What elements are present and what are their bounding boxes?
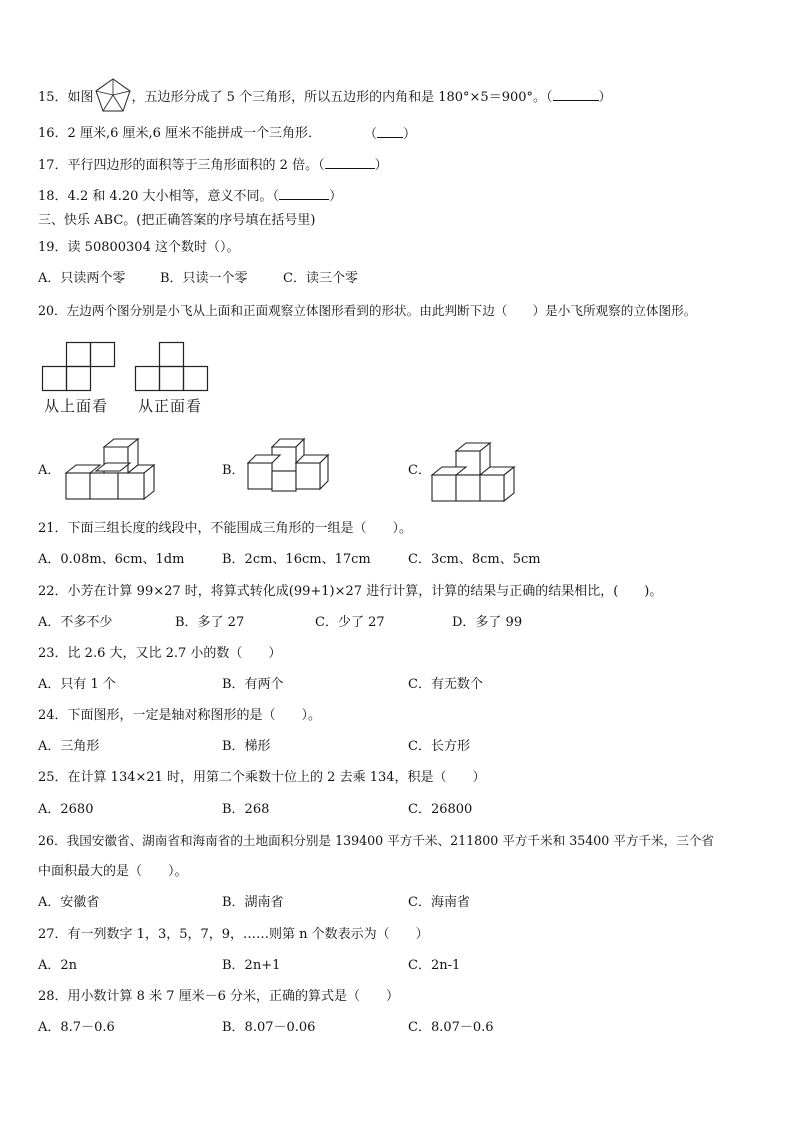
question-22: 22．小芳在计算 99×27 时，将算式转化成(99+1)×27 进行计算，计算的结果与正确的结果相比，( )。: [38, 584, 663, 599]
q27-option-c[interactable]: C．2n-1: [408, 958, 461, 973]
q28-option-c[interactable]: C．8.07－0.6: [408, 1020, 494, 1035]
q27-option-a[interactable]: A．2n: [38, 958, 78, 973]
question-27: 27．有一列数字 1，3，5，7，9，……则第 n 个数表示为（ ）: [38, 927, 429, 942]
q23-option-a[interactable]: A．只有 1 个: [38, 677, 116, 692]
q16-text: 16．2 厘米,6 厘米,6 厘米不能拼成一个三角形．: [38, 126, 322, 141]
question-26-line-1: 26．我国安徽省、湖南省和海南省的土地面积分别是 139400 平方千米、211800 平方千米和 35400 平方千米，三个省: [38, 833, 715, 848]
q26-option-c[interactable]: C．海南省: [408, 895, 470, 910]
q16-answer-blank[interactable]: [377, 125, 403, 138]
q22-option-b[interactable]: B．多了 27: [175, 615, 245, 630]
q25-option-c[interactable]: C．26800: [408, 802, 473, 817]
q26-option-b[interactable]: B．湖南省: [222, 895, 284, 910]
q18-close: ）: [329, 189, 343, 204]
question-20: 20．左边两个图分别是小飞从上面和正面观察立体图形看到的形状。由此判断下边（ ）是小飞所观察的立体图形。: [38, 303, 697, 318]
question-23: 23．比 2.6 大，又比 2.7 小的数（ ）: [38, 646, 282, 661]
view-front-caption: 从正面看: [138, 397, 203, 415]
question-28: 28．用小数计算 8 米 7 厘米－6 分米，正确的算式是（ ）: [38, 989, 400, 1004]
question-19: 19．读 50800304 这个数时（）。: [38, 240, 240, 255]
q19-option-b[interactable]: B．只读一个零: [160, 271, 248, 286]
question-26-line-2: 中面积最大的是（ ）。: [38, 864, 188, 879]
q25-option-b[interactable]: B．268: [222, 802, 270, 817]
q17-answer-blank[interactable]: [325, 156, 375, 169]
q22-option-c[interactable]: C．少了 27: [315, 615, 385, 630]
view-from-top-figure: [42, 342, 122, 394]
q28-option-b[interactable]: B．8.07－0.06: [222, 1020, 316, 1035]
q22-option-d[interactable]: D．多了 99: [452, 615, 523, 630]
view-from-front-figure: [135, 342, 215, 394]
q19-option-a[interactable]: A．只读两个零: [38, 271, 126, 286]
q24-option-a[interactable]: A．三角形: [38, 739, 100, 754]
q18-answer-blank[interactable]: [279, 187, 329, 200]
q23-option-b[interactable]: B．有两个: [222, 677, 284, 692]
q15-suffix: ，五边形分成了 5 个三角形，所以五边形的内角和是 180°×5＝900°。（: [131, 90, 553, 105]
q20-option-b-label[interactable]: B．: [222, 463, 245, 478]
q22-option-a[interactable]: A．不多不少: [38, 615, 113, 630]
view-top-caption: 从上面看: [44, 397, 109, 415]
q27-option-b[interactable]: B．2n+1: [222, 958, 281, 973]
q18-text: 18．4.2 和 4.20 大小相等，意义不同。（: [38, 189, 280, 204]
q24-option-c[interactable]: C．长方形: [408, 739, 470, 754]
q23-option-c[interactable]: C．有无数个: [408, 677, 483, 692]
q20-option-b-solid[interactable]: [246, 437, 330, 495]
question-16: [38, 125, 321, 143]
section-3-heading: 三、快乐 ABC。(把正确答案的序号填在括号里): [38, 213, 316, 228]
q15-close: ）: [598, 90, 612, 105]
q21-option-b[interactable]: B．2cm、16cm、17cm: [222, 552, 371, 567]
q21-option-a[interactable]: A．0.08m、6cm、1dm: [38, 552, 185, 567]
q24-option-b[interactable]: B．梯形: [222, 739, 271, 754]
q25-option-a[interactable]: A．2680: [38, 802, 94, 817]
q28-option-a[interactable]: A．8.7－0.6: [38, 1020, 115, 1035]
q20-option-a-solid[interactable]: [64, 437, 156, 503]
q17-close: ）: [374, 158, 388, 173]
question-18: [38, 187, 342, 206]
question-17: [38, 156, 388, 175]
question-21: 21．下面三组长度的线段中，不能围成三角形的一组是（ ）。: [38, 521, 413, 536]
q16-open: （: [364, 127, 378, 142]
question-24: 24．下面图形，一定是轴对称图形的是（ ）。: [38, 708, 322, 723]
q17-text: 17．平行四边形的面积等于三角形面积的 2 倍。（: [38, 158, 325, 173]
q20-option-a-label[interactable]: A．: [38, 463, 61, 478]
q20-option-c-label[interactable]: C．: [408, 463, 431, 478]
q15-prefix: 15．如图: [38, 90, 94, 105]
q20-option-c-solid[interactable]: [430, 441, 522, 503]
q16-close: ）: [403, 127, 417, 142]
pentagon-figure: [95, 78, 131, 112]
q16-answer: [364, 125, 416, 144]
question-25: 25．在计算 134×21 时，用第二个乘数十位上的 2 去乘 134，积是（ ）: [38, 770, 486, 785]
q26-option-a[interactable]: A．安徽省: [38, 895, 100, 910]
q15-answer-blank[interactable]: [553, 88, 599, 101]
q21-option-c[interactable]: C．3cm、8cm、5cm: [408, 552, 541, 567]
q19-option-c[interactable]: C．读三个零: [283, 271, 358, 286]
